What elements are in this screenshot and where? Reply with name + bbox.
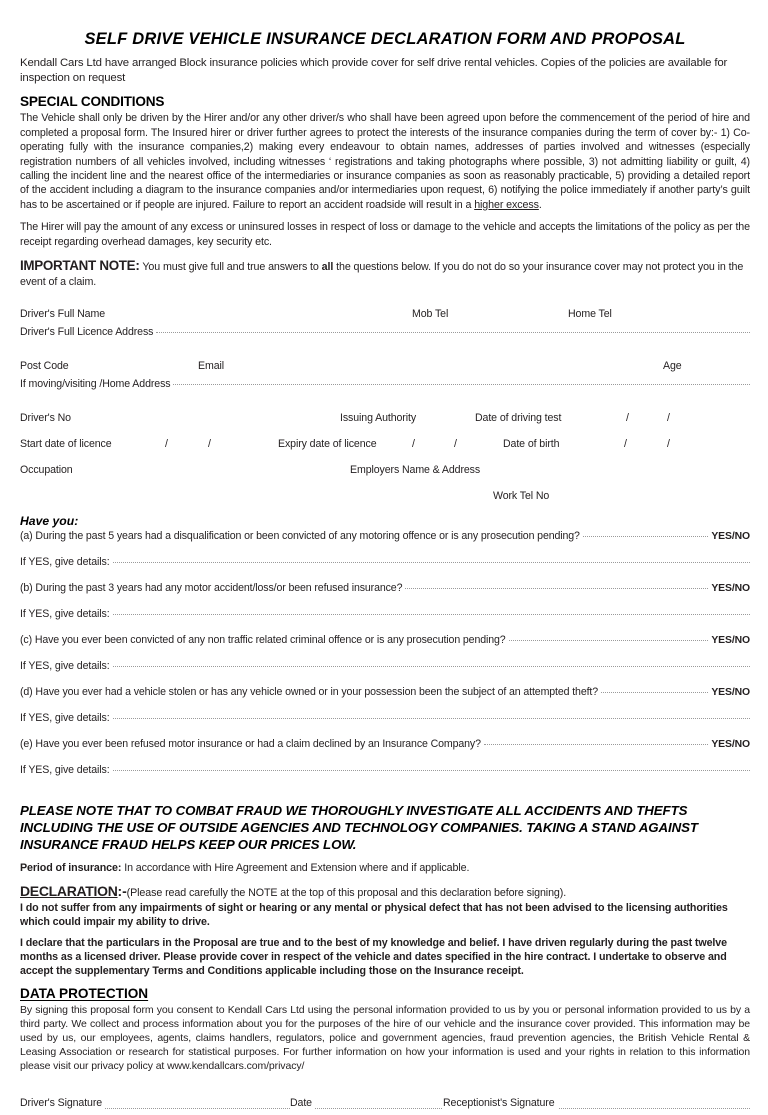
question-row-a <box>20 530 750 556</box>
input-licence-address[interactable] <box>156 331 750 333</box>
yes-no-option-e[interactable]: YES/NO <box>711 738 750 750</box>
input-details-b[interactable] <box>113 613 750 615</box>
important-note-bold-word: all <box>321 261 334 274</box>
declaration-heading-suffix: :- <box>117 882 127 899</box>
important-note <box>20 257 750 290</box>
date-separator-slash: / <box>165 437 168 450</box>
label-employers-name-address: Employers Name & Address <box>350 464 483 476</box>
details-row-b <box>20 608 750 634</box>
form-row-postcode-email-age <box>20 352 750 378</box>
fraud-notice: PLEASE NOTE THAT TO COMBAT FRAUD WE THOROUGHLY INVESTIGATE ALL ACCIDENTS AND THEFTS INCLUDING THE USE OF OUTSIDE AGENCIES AND TECHNOLOGY COMPANIES. TAKING A STAND AGAINST INSURANCE FRAUD HELPS KEEP OUR PRICES LOW. <box>20 802 698 853</box>
question-text-e: (e) Have you ever been refused motor insurance or had a claim declined by an Insurance Company? <box>20 737 481 750</box>
date-separator-slash: / <box>667 437 670 450</box>
label-mob-tel: Mob Tel <box>412 308 451 320</box>
label-date: Date <box>290 1097 315 1109</box>
label-age: Age <box>663 360 685 372</box>
higher-excess-underlined: higher excess <box>474 198 539 211</box>
label-home-tel: Home Tel <box>568 308 615 320</box>
important-note-text-pre: You must give full and true answers to <box>142 261 322 274</box>
label-receptionists-signature: Receptionist's Signature <box>443 1097 558 1109</box>
question-text-a: (a) During the past 5 years had a disqualification or been convicted of any motoring offence or is any prosecution pending? <box>20 529 580 542</box>
important-note-label: IMPORTANT NOTE: <box>20 258 140 274</box>
label-post-code: Post Code <box>20 360 72 372</box>
label-if-yes-give-details: If YES, give details: <box>20 555 110 568</box>
form-row-licence-dates <box>20 430 750 456</box>
details-row-d <box>20 712 750 738</box>
declaration-heading-note: (Please read carefully the NOTE at the top of this proposal and this declaration before signing). <box>126 886 567 899</box>
important-note-text-post: the questions below. If you do not do so your insurance cover may not protect you in the event of a claim. <box>20 261 744 289</box>
signature-section <box>20 1089 750 1115</box>
declaration-paragraph-2: I declare that the particulars in the Proposal are true and to the best of my knowledge and belief. I have driven regularly during the past twelve months as a licensed driver. Please provide cover in respect of the vehicle and dates specified in the hire contract. I undertake to observe and accept the supplementary Terms and Conditions applicable including those on the Insurance receipt. <box>20 936 727 978</box>
answer-field-d[interactable] <box>601 691 708 693</box>
label-drivers-signature: Driver's Signature <box>20 1097 105 1109</box>
input-details-c[interactable] <box>113 665 750 667</box>
form-row-licence-number <box>20 404 750 430</box>
details-row-a <box>20 556 750 582</box>
applicant-details-fields <box>20 300 750 508</box>
questions-heading: Have you: <box>20 513 79 528</box>
period-of-insurance-text: In accordance with Hire Agreement and Extension where and if applicable. <box>121 861 470 874</box>
answer-field-b[interactable] <box>405 587 708 589</box>
date-separator-slash: / <box>208 437 211 450</box>
dotted-rule <box>20 449 750 450</box>
question-text-b: (b) During the past 3 years had any motor accident/loss/or been refused insurance? <box>20 581 403 594</box>
yes-no-option-a[interactable]: YES/NO <box>711 530 750 542</box>
form-row-licence-address <box>20 326 750 352</box>
label-if-yes-give-details: If YES, give details: <box>20 607 110 620</box>
question-row-b <box>20 582 750 608</box>
input-moving-home-address[interactable] <box>173 383 750 385</box>
dotted-rule <box>20 371 750 372</box>
answer-field-e[interactable] <box>484 743 708 745</box>
label-date-of-birth: Date of birth <box>503 438 562 450</box>
date-separator-slash: / <box>667 411 670 424</box>
dotted-rule <box>20 501 750 502</box>
date-separator-slash: / <box>624 437 627 450</box>
special-conditions-text: The Vehicle shall only be driven by the Hirer and/or any other driver/s who shall have been agreed upon before the commencement of the period of hire and completed a proposal form. The Insured hirer or driver further agrees to protect the interests of the insurance companies during the term of cover by:- 1) Co-operating fully with the insurance companies,2) making every endeavour to obtain names, addresses of parties involved and witnesses (especially registration numbers of all vehicles involved, including witnesses ‘ registrations and taking photographs where possible, 3) not admitting liability or guilt, 4) calling the incident line and the nearest office of the intermediaries or insurance companies as soon as reasonably practicable, 5) providing a detailed report of the accident including a diagram to the insurance companies and/or intermediaries upon request, 6) notifying the police immediately if another party’s guilt has to be ascertained or if people are injured. Failure to report an accident roadside will result in a <box>20 112 750 211</box>
question-row-d <box>20 686 750 712</box>
form-row-work-tel <box>20 482 750 508</box>
period-of-insurance-label: Period of insurance: <box>20 861 122 874</box>
label-if-yes-give-details: If YES, give details: <box>20 659 110 672</box>
question-row-c <box>20 634 750 660</box>
section-heading-data-protection: DATA PROTECTION <box>20 985 149 1001</box>
special-conditions-text-end: . <box>538 198 542 211</box>
form-row-name-phones <box>20 300 750 326</box>
label-issuing-authority: Issuing Authority <box>340 412 419 424</box>
form-row-signatures <box>20 1089 750 1115</box>
label-drivers-full-name: Driver's Full Name <box>20 308 108 320</box>
page-title: SELF DRIVE VEHICLE INSURANCE DECLARATION FORM AND PROPOSAL <box>84 30 686 48</box>
section-heading-special-conditions: SPECIAL CONDITIONS <box>20 94 165 110</box>
question-text-d: (d) Have you ever had a vehicle stolen or has any vehicle owned or in your possession been the subject of an attempted theft? <box>20 685 599 698</box>
answer-field-a[interactable] <box>583 535 709 537</box>
label-if-yes-give-details: If YES, give details: <box>20 763 110 776</box>
excess-paragraph: The Hirer will pay the amount of any excess or uninsured losses in respect of loss or damage to the vehicle and accepts the limitations of the policy as per the receipt regarding overhead damages, key security etc. <box>20 221 750 248</box>
form-row-occupation-employer <box>20 456 750 482</box>
yes-no-option-b[interactable]: YES/NO <box>711 582 750 594</box>
label-drivers-full-licence-address: Driver's Full Licence Address <box>20 325 154 338</box>
yes-no-option-c[interactable]: YES/NO <box>711 634 750 646</box>
label-date-of-driving-test: Date of driving test <box>475 412 564 424</box>
special-conditions-paragraph <box>20 111 750 212</box>
question-row-e <box>20 738 750 764</box>
details-row-c <box>20 660 750 686</box>
label-if-yes-give-details: If YES, give details: <box>20 711 110 724</box>
data-protection-paragraph: By signing this proposal form you consent to Kendall Cars Ltd using the personal information provided to us by you or personal information provided to us by a third party. We collect and process information about you for the purposes of the hire of our vehicle and the insurance cover provided. This information may be used by us, our employees, agents, claims handlers, regulators, police and government agencies, fraud prevention agencies, the British Vehicle Rental & Leasing Association or research for statistical purposes. For further information on how your information is used and your rights in relation to this information please visit our privacy policy at www.kendallcars.com/privacy/ <box>20 1003 750 1072</box>
label-if-moving-home-address: If moving/visiting /Home Address <box>20 377 171 390</box>
question-text-c: (c) Have you ever been convicted of any non traffic related criminal offence or is any prosecution pending? <box>20 633 506 646</box>
answer-field-c[interactable] <box>509 639 709 641</box>
form-row-moving-home-address <box>20 378 750 404</box>
declaration-paragraph-1: I do not suffer from any impairments of sight or hearing or any mental or physical defect that has not been advised to the licensing authorities which could impair my ability to drive. <box>20 901 728 928</box>
label-email: Email <box>198 360 227 372</box>
dotted-rule <box>20 319 750 320</box>
intro-paragraph: Kendall Cars Ltd have arranged Block insurance policies which provide cover for self drive rental vehicles. Copies of the policies are available for inspection on request <box>20 57 728 84</box>
yes-no-option-d[interactable]: YES/NO <box>711 686 750 698</box>
input-details-a[interactable] <box>113 561 750 563</box>
declaration-heading <box>20 883 750 899</box>
label-start-date-of-licence: Start date of licence <box>20 438 115 450</box>
details-row-e <box>20 764 750 790</box>
label-occupation: Occupation <box>20 464 76 476</box>
label-drivers-no: Driver's No <box>20 412 74 424</box>
input-details-e[interactable] <box>113 769 750 771</box>
label-expiry-date-of-licence: Expiry date of licence <box>278 438 380 450</box>
period-of-insurance <box>20 862 750 874</box>
date-separator-slash: / <box>454 437 457 450</box>
dotted-rule <box>20 1108 750 1109</box>
questions-section <box>20 514 750 790</box>
date-separator-slash: / <box>412 437 415 450</box>
declaration-heading-word: DECLARATION <box>20 882 118 899</box>
input-details-d[interactable] <box>113 717 750 719</box>
label-work-tel-no: Work Tel No <box>493 490 552 502</box>
date-separator-slash: / <box>626 411 629 424</box>
